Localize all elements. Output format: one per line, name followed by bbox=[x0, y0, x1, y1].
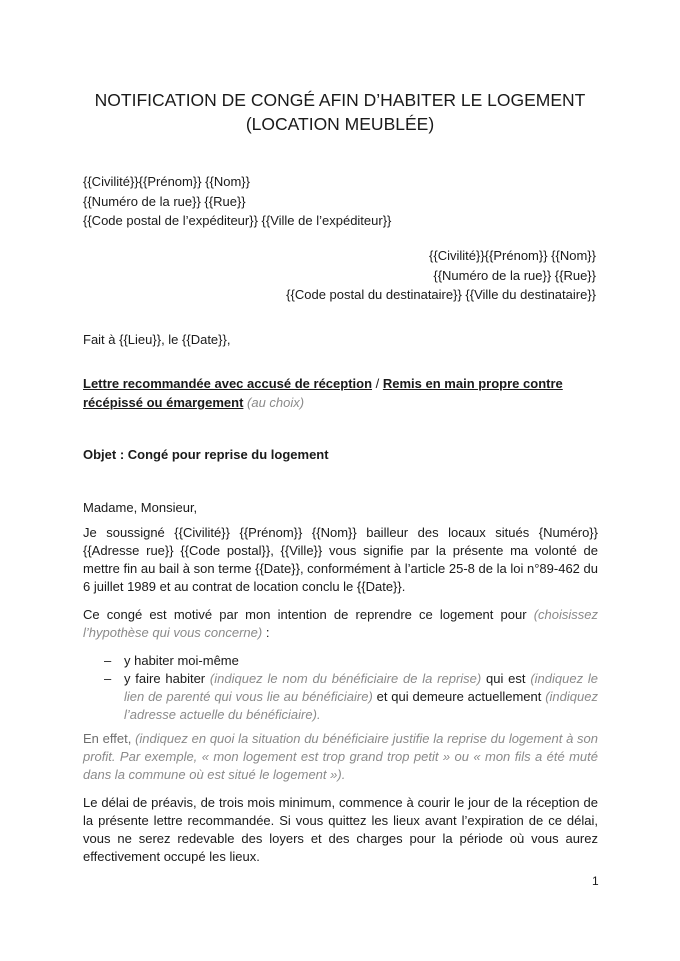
paragraph-notice-period: Le délai de préavis, de trois mois minimum, commence à courir le jour de la réception de la présente lettre recommandée. Si vous quittez les lieux avant l’expiration de ce délai, vous ne serez redevable des loyers et des charges pour la période où vous aurez effectivement occupé les lieux. bbox=[83, 795, 598, 864]
reason-end: : bbox=[262, 625, 270, 640]
page-number: 1 bbox=[592, 874, 599, 888]
sending-option-hand-delivery: Remis en main propre contre récépissé ou émargement bbox=[83, 376, 563, 410]
list-dash: – bbox=[104, 671, 112, 686]
reason-hint: (choisissez l’hypothèse qui vous concerne) bbox=[83, 607, 598, 640]
sending-separator: / bbox=[372, 376, 383, 391]
paragraph-notice: Je soussigné {{Civilité}} {{Prénom}} {{Nom}} bailleur des locaux situés {Numéro}} {{Adresse rue}} {{Code postal}}, {{Ville}} vous signifie par la présente ma volonté de mettre fin au bail à son terme {{Date}}, conformément à l’article 25-8 de la loi n°89-462 du 6 juillet 1989 et au contrat de location conclu le {{Date}}. bbox=[83, 525, 598, 594]
option-hint-name: (indiquez le nom du bénéficiaire de la reprise) bbox=[209, 671, 482, 686]
paragraph-reason bbox=[83, 606, 598, 642]
recipient-street: {{Numéro de la rue}} {{Rue}} bbox=[433, 267, 596, 283]
sender-city: {{Code postal de l’expéditeur}} {{Ville de l’expéditeur}} bbox=[83, 213, 392, 228]
sending-method bbox=[83, 374, 598, 412]
sender-street: {{Numéro de la rue}} {{Rue}} bbox=[83, 193, 246, 209]
option-self: y habiter moi-même bbox=[124, 653, 239, 668]
document-title bbox=[0, 88, 680, 136]
recipient-address bbox=[286, 246, 596, 305]
list-item bbox=[104, 670, 598, 724]
sender-name: {{Civilité}}{{Prénom}} {{Nom}} bbox=[83, 174, 250, 189]
option-other-a: y faire habiter bbox=[124, 671, 210, 686]
recipient-name: {{Civilité}}{{Prénom}} {{Nom}} bbox=[429, 248, 596, 263]
sender-address bbox=[83, 172, 391, 231]
sending-option-registered: Lettre recommandée avec accusé de réception bbox=[83, 376, 373, 391]
justification-text: En effet, bbox=[83, 731, 136, 746]
title-line-2: (LOCATION MEUBLÉE) bbox=[245, 114, 435, 134]
list-item bbox=[104, 652, 598, 670]
option-hint-address: (indiquez l’adresse actuelle du bénéficiaire). bbox=[124, 689, 598, 722]
justification-hint: (indiquez en quoi la situation du bénéficiaire justifie la reprise du logement à son profit. Par exemple, « mon logement est trop grand trop petit » ou « mon fils a été muté dans la commune où est situé le logement »). bbox=[83, 731, 599, 782]
option-other-b: qui est bbox=[481, 671, 531, 686]
salutation: Madame, Monsieur, bbox=[83, 500, 198, 515]
subject-line: Objet : Congé pour reprise du logement bbox=[83, 447, 329, 462]
place-date: Fait à {{Lieu}}, le {{Date}}, bbox=[83, 332, 231, 347]
sending-hint: (au choix) bbox=[247, 395, 305, 410]
reason-text: Ce congé est motivé par mon intention de reprendre ce logement pour bbox=[83, 607, 534, 622]
paragraph-justification bbox=[83, 730, 598, 784]
option-other-c: et qui demeure actuellement bbox=[372, 689, 546, 704]
option-hint-relation: (indiquez le lien de parenté qui vous lie au bénéficiaire) bbox=[124, 671, 598, 704]
list-dash: – bbox=[104, 653, 112, 668]
title-line-1: NOTIFICATION DE CONGÉ AFIN D’HABITER LE LOGEMENT bbox=[94, 90, 586, 110]
recipient-city: {{Code postal du destinataire}} {{Ville du destinataire}} bbox=[286, 287, 596, 302]
reason-options-list bbox=[104, 652, 598, 724]
